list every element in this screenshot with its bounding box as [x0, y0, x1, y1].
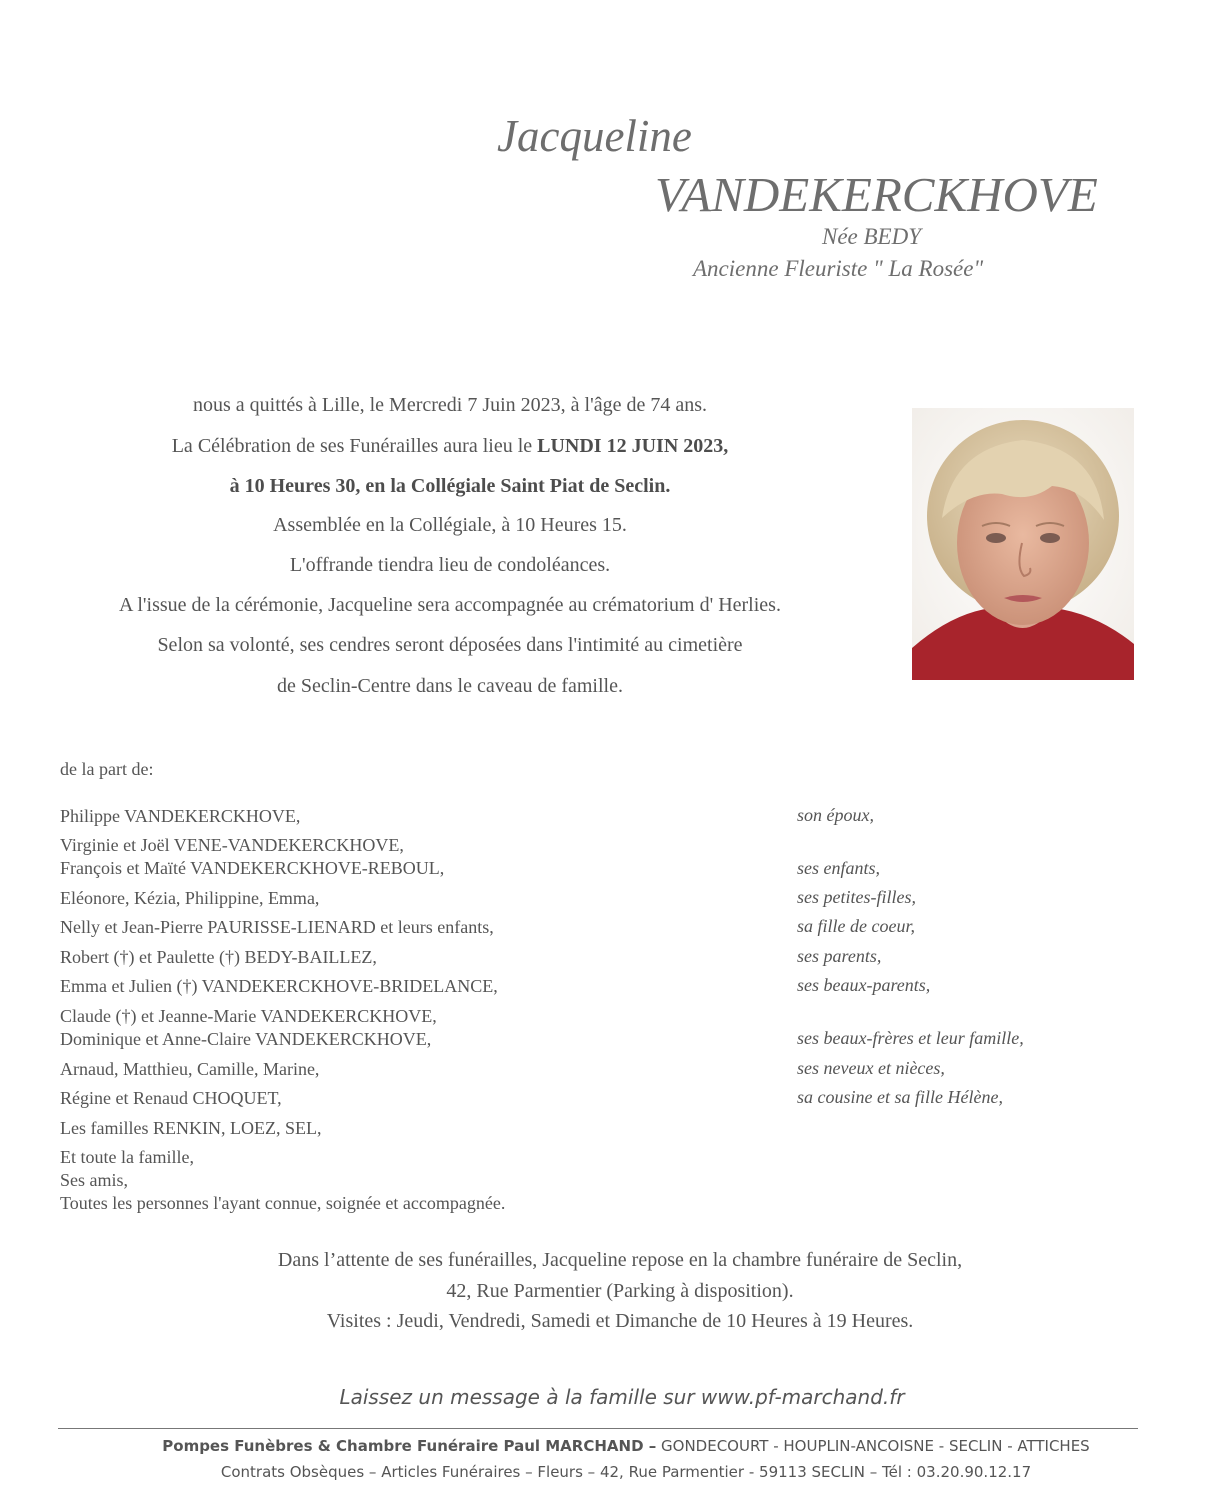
announcement-line-1: nous a quittés à Lille, le Mercredi 7 Juin 2023, à l'âge de 74 ans.: [192, 394, 708, 416]
footer-locations: GONDECOURT - HOUPLIN-ANCOISNE - SECLIN - ATTICHES: [656, 1437, 1090, 1455]
funeral-time-place: à 10 Heures 30, en la Collégiale Saint Piat de Seclin.: [229, 475, 671, 497]
family-names-8: [60, 1087, 282, 1110]
footer-line-2: Contrats Obsèques – Articles Funéraires – Fleurs – 42, Rue Parmentier - 59113 SECLIN – Tél : 03.20.90.12.17: [220, 1463, 1032, 1481]
family-names-2: [60, 887, 319, 910]
family-name: Eléonore, Kézia, Philippine, Emma,: [60, 888, 320, 908]
announcement-line-4: Assemblée en la Collégiale, à 10 Heures 15.: [273, 514, 627, 536]
profession: Ancienne Fleuriste " La Rosée": [693, 256, 984, 281]
family-name: Toutes les personnes l'ayant connue, soignée et accompagnée.: [60, 1193, 506, 1213]
family-relation-4: ses parents,: [797, 946, 882, 966]
family-relation-8: sa cousine et sa fille Hélène,: [797, 1087, 1003, 1107]
footer-line-1: [0, 1437, 1214, 1455]
announcement-line-2-text: La Célébration de ses Funérailles aura lieu le: [171, 435, 538, 457]
family-names-1: [60, 834, 444, 880]
announcement-line-7: Selon sa volonté, ses cendres seront déposées dans l'intimité au cimetière: [157, 634, 743, 656]
family-name: Virginie et Joël VENE-VANDEKERCKHOVE,: [60, 835, 404, 855]
family-name: Arnaud, Matthieu, Camille, Marine,: [60, 1059, 320, 1079]
family-name: Emma et Julien (†) VANDEKERCKHOVE-BRIDELANCE,: [60, 976, 498, 996]
family-names-4: [60, 946, 377, 969]
family-name: Nelly et Jean-Pierre PAURISSE-LIENARD et leurs enfants,: [60, 917, 494, 937]
announcement-line-3: [40, 475, 860, 498]
viewing-line-2: 42, Rue Parmentier (Parking à disposition).: [446, 1280, 794, 1302]
family-name: Et toute la famille,: [60, 1147, 194, 1167]
first-name: Jacqueline: [497, 111, 692, 161]
family-name: Régine et Renaud CHOQUET,: [60, 1088, 282, 1108]
family-relation-5: ses beaux-parents,: [797, 975, 931, 995]
family-name: Claude (†) et Jeanne-Marie VANDEKERCKHOVE,: [60, 1006, 437, 1026]
family-names-5: [60, 975, 498, 998]
message-link[interactable]: Laissez un message à la famille sur www.pf-marchand.fr: [339, 1385, 905, 1409]
family-relation-3: sa fille de coeur,: [797, 916, 915, 936]
family-name: Dominique et Anne-Claire VANDEKERCKHOVE,: [60, 1029, 432, 1049]
viewing-line-1: Dans l’attente de ses funérailles, Jacqueline repose en la chambre funéraire de Seclin,: [277, 1249, 963, 1271]
family-name: Ses amis,: [60, 1170, 129, 1190]
family-intro: de la part de:: [60, 759, 154, 779]
last-name: VANDEKERCKHOVE: [655, 167, 1098, 222]
footer-company: Pompes Funèbres & Chambre Funéraire Paul MARCHAND –: [162, 1437, 657, 1455]
family-relation-0: son époux,: [797, 805, 874, 825]
family-relation-6: ses beaux-frères et leur famille,: [797, 1028, 1024, 1048]
maiden-name: Née BEDY: [822, 224, 922, 249]
portrait-photo: [912, 408, 1134, 680]
viewing-line-3: Visites : Jeudi, Vendredi, Samedi et Dimanche de 10 Heures à 19 Heures.: [326, 1310, 914, 1332]
family-name: François et Maïté VANDEKERCKHOVE-REBOUL,: [60, 858, 445, 878]
announcement-line-2: [40, 435, 860, 458]
family-names-6: [60, 1005, 437, 1051]
family-name: Robert (†) et Paulette (†) BEDY-BAILLEZ,: [60, 947, 377, 967]
family-names-0: [60, 805, 300, 828]
family-name: Philippe VANDEKERCKHOVE,: [60, 806, 301, 826]
announcement-line-6: A l'issue de la cérémonie, Jacqueline sera accompagnée au crématorium d' Herlies.: [119, 594, 781, 616]
footer-divider: [58, 1428, 1138, 1429]
family-names-3: [60, 916, 494, 939]
announcement-line-8: de Seclin-Centre dans le caveau de famille.: [277, 675, 623, 697]
family-names-10: [60, 1146, 505, 1215]
announcement-line-5: L'offrande tiendra lieu de condoléances.: [289, 554, 611, 576]
family-names-7: [60, 1058, 319, 1081]
family-relation-2: ses petites-filles,: [797, 887, 916, 907]
family-relation-1: ses enfants,: [797, 858, 880, 878]
family-relation-7: ses neveux et nièces,: [797, 1058, 945, 1078]
family-names-9: [60, 1117, 321, 1140]
funeral-date: LUNDI 12 JUIN 2023,: [537, 435, 729, 457]
family-name: Les familles RENKIN, LOEZ, SEL,: [60, 1118, 322, 1138]
